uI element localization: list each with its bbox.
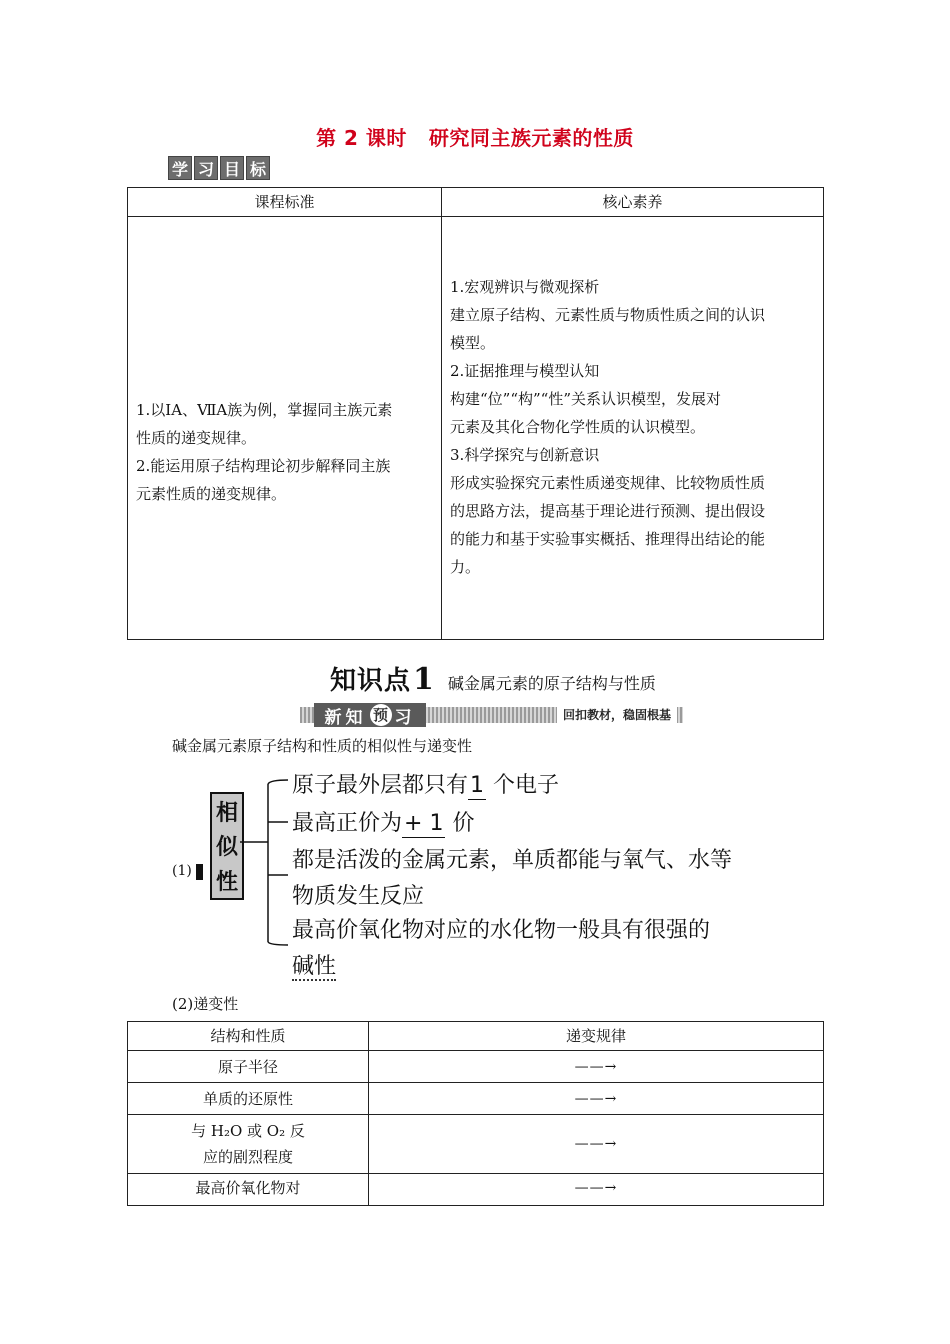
table-row bbox=[128, 217, 824, 640]
text-line: 力。 bbox=[450, 558, 481, 576]
similarity-box bbox=[210, 792, 244, 900]
similarity-bracket bbox=[240, 770, 300, 950]
lesson-topic: 研究同主族元素的性质 bbox=[428, 126, 634, 150]
text-span: 最高正价为 bbox=[292, 811, 403, 836]
banner-char: 习 bbox=[394, 707, 416, 728]
banner-circle-char: 预 bbox=[370, 704, 392, 726]
badge-char: 学 bbox=[168, 156, 192, 180]
similarity-line-6 bbox=[292, 949, 336, 980]
table-header-row bbox=[128, 1022, 824, 1051]
text-line: 建立原子结构、元素性质与物质性质之间的认识 bbox=[450, 306, 766, 324]
text-line: 元素及其化合物化学性质的认识模型。 bbox=[450, 418, 706, 436]
header-structure-property: 结构和性质 bbox=[128, 1022, 369, 1051]
bracket-marker bbox=[196, 864, 203, 880]
header-curriculum-standard: 课程标准 bbox=[128, 188, 442, 217]
intro-text: 碱金属元素原子结构和性质的相似性与递变性 bbox=[172, 737, 473, 755]
banner-char: 知 bbox=[345, 707, 367, 728]
text-span: 价 bbox=[445, 811, 475, 836]
row-item bbox=[128, 1115, 369, 1174]
text-line: 1.以ⅠA、ⅦA族为例，掌握同主族元素 bbox=[136, 401, 393, 419]
similarity-line-2 bbox=[292, 806, 474, 838]
knowledge-point-number: 1 bbox=[413, 662, 434, 697]
text-line: 2.证据推理与模型认知 bbox=[450, 362, 600, 380]
trend-table bbox=[127, 1021, 824, 1206]
row-rule-arrow: ——→ bbox=[369, 1174, 824, 1206]
text-line: 形成实验探究元素性质递变规律、比较物质性质 bbox=[450, 474, 766, 492]
text-line: 2.能运用原子结构理论初步解释同主族 bbox=[136, 457, 391, 475]
text-span: 个电子 bbox=[486, 773, 560, 798]
item-label-1: (1) bbox=[172, 863, 192, 879]
similarity-line-3: 都是活泼的金属元素，单质都能与氧气、水等 bbox=[292, 848, 733, 873]
badge-char: 标 bbox=[246, 156, 270, 180]
text-line: 模型。 bbox=[450, 334, 496, 352]
goals-table bbox=[127, 187, 824, 640]
curriculum-standard-cell bbox=[128, 217, 442, 640]
banner-tagline: 回扣教材，稳固根基 bbox=[557, 707, 677, 723]
text-line: 构建“位”“构”“性”关系认识模型，发展对 bbox=[450, 390, 722, 408]
row-item: 最高价氧化物对 bbox=[128, 1174, 369, 1206]
knowledge-point-label: 知识点 bbox=[330, 666, 412, 696]
similarity-line-1 bbox=[292, 768, 559, 800]
text-line: 的能力和基于实验事实概括、推理得出结论的能 bbox=[450, 530, 766, 548]
knowledge-point-subtitle: 碱金属元素的原子结构与性质 bbox=[447, 674, 656, 693]
table-row bbox=[128, 1083, 824, 1115]
banner-char: 新 bbox=[324, 707, 346, 728]
fill-blank: 碱性 bbox=[292, 954, 337, 979]
table-header-row bbox=[128, 188, 824, 217]
preview-banner bbox=[300, 703, 683, 727]
banner-title bbox=[314, 703, 426, 727]
learning-goals-badge bbox=[168, 156, 270, 180]
table-row bbox=[128, 1115, 824, 1174]
fill-blank: 1 bbox=[470, 773, 485, 798]
page-title bbox=[0, 122, 950, 151]
knowledge-point-heading bbox=[330, 660, 656, 697]
text-line: 与 H₂O 或 O₂ 反 bbox=[191, 1122, 305, 1140]
similarity-line-4: 物质发生反应 bbox=[292, 884, 425, 909]
lesson-number: 第 2 课时 bbox=[316, 126, 407, 150]
box-char: 相 bbox=[215, 800, 238, 826]
fill-blank: + 1 bbox=[404, 811, 444, 836]
text-line: 性质的递变规律。 bbox=[136, 429, 257, 447]
text-line: 的思路方法，提高基于理论进行预测、提出假设 bbox=[450, 502, 766, 520]
row-rule-arrow: ——→ bbox=[369, 1051, 824, 1083]
row-item: 原子半径 bbox=[128, 1051, 369, 1083]
similarity-line-5: 最高价氧化物对应的水化物一般具有很强的 bbox=[292, 918, 711, 943]
text-line: 应的剧烈程度 bbox=[202, 1148, 293, 1166]
badge-char: 目 bbox=[220, 156, 244, 180]
text-line: 1.宏观辨识与微观探析 bbox=[450, 278, 600, 296]
text-span: 原子最外层都只有 bbox=[292, 773, 469, 798]
box-char: 性 bbox=[215, 870, 238, 896]
table-row bbox=[128, 1051, 824, 1083]
trend-label: (2)递变性 bbox=[172, 995, 239, 1013]
core-literacy-cell bbox=[442, 217, 824, 640]
row-rule-arrow: ——→ bbox=[369, 1115, 824, 1174]
box-char: 似 bbox=[215, 835, 238, 861]
row-item: 单质的还原性 bbox=[128, 1083, 369, 1115]
header-core-literacy: 核心素养 bbox=[442, 188, 824, 217]
badge-char: 习 bbox=[194, 156, 218, 180]
header-trend-rule: 递变规律 bbox=[369, 1022, 824, 1051]
text-line: 元素性质的递变规律。 bbox=[136, 485, 287, 503]
table-row bbox=[128, 1174, 824, 1206]
row-rule-arrow: ——→ bbox=[369, 1083, 824, 1115]
text-line: 3.科学探究与创新意识 bbox=[450, 446, 600, 464]
